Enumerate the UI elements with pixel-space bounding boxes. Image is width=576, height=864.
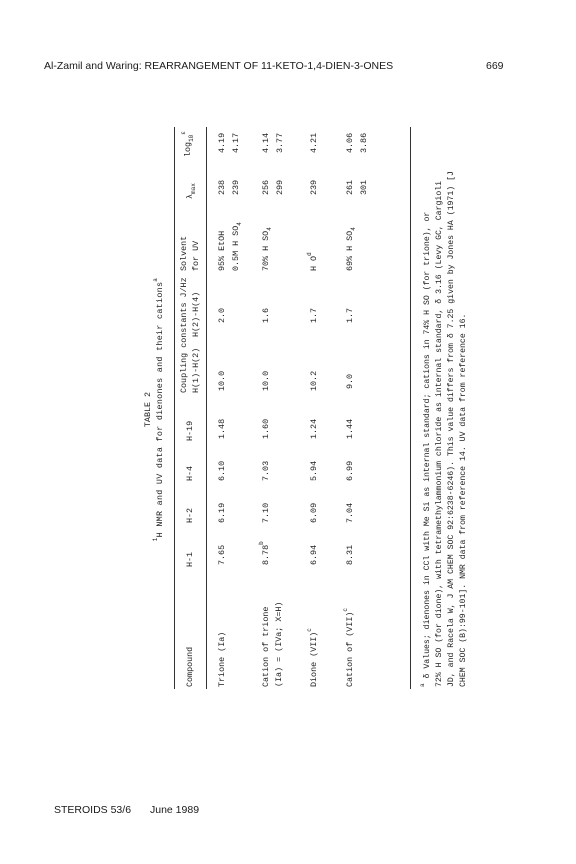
solvent-text: 69% H SO (345, 230, 355, 271)
col-h19: H-19 (185, 420, 195, 441)
loge-cell: 4.06 (345, 132, 355, 153)
h2-cell: 6.19 (217, 502, 227, 523)
h4-cell: 7.03 (261, 460, 271, 481)
solvent-cell (344, 227, 356, 271)
h1-cell: 8.31 (345, 544, 355, 565)
bottom-rule (410, 127, 411, 689)
lambda-cell-2: 239 (231, 179, 241, 195)
col-solvent: Solvent (179, 235, 189, 271)
sub-4: 4 (266, 227, 273, 231)
loge-cell: 4.19 (217, 132, 227, 153)
loge-sup: ε (180, 131, 187, 135)
compound-text: Cation of (VII) (345, 611, 355, 687)
h19-cell: 1.24 (309, 418, 319, 439)
solvent-cell: 95% EtOH (217, 230, 227, 271)
col-h1: H-1 (185, 551, 195, 567)
footer-journal: STEROIDS 53/6 (54, 804, 132, 816)
footnote-line (419, 127, 434, 687)
h1-cell (260, 541, 272, 565)
lambda-cell: 238 (217, 179, 227, 195)
loge-cell-2: 3.77 (275, 132, 285, 153)
compound-cell-2: (Ia) = (IVa; X=H) (274, 601, 284, 687)
top-rule (174, 127, 175, 689)
loge-cell-2: 4.17 (231, 132, 241, 153)
footer-date: June 1989 (150, 804, 200, 816)
j24-cell: 1.7 (309, 307, 319, 323)
compound-sup: c (342, 608, 349, 612)
rotated-table-block (140, 122, 485, 697)
lambda-cell: 261 (345, 179, 355, 195)
j12-cell: 10.2 (309, 370, 319, 391)
loge-sub: 10 (188, 134, 195, 142)
table-row (344, 127, 388, 689)
table-grid (178, 127, 202, 689)
note-a: a (419, 683, 426, 687)
lambda-cell-2: 299 (275, 179, 285, 195)
title-note: a (152, 277, 159, 282)
h19-cell: 1.60 (261, 418, 271, 439)
sub-4: 4 (236, 222, 243, 226)
lambda-cell: 256 (261, 179, 271, 195)
h2-cell: 7.04 (345, 502, 355, 523)
lambda-cell: 239 (309, 179, 319, 195)
col-h2: H-2 (185, 507, 195, 523)
compound-sup: c (306, 628, 313, 632)
title-sup: 1 (152, 537, 159, 542)
h1-cell: 6.94 (309, 544, 319, 565)
h4-cell: 6.99 (345, 460, 355, 481)
h4-cell: 5.94 (309, 460, 319, 481)
footnote-line: 72% H SO (for dione), with tetramethylammonium chloride as internal standard, δ 3.16 (Levy GC, Cargioli (435, 180, 444, 687)
j24-cell: 1.6 (261, 307, 271, 323)
table-row (216, 127, 260, 689)
table-title: H NMR and UV data for dienones and their cations (155, 281, 165, 538)
col-h4: H-4 (185, 465, 195, 481)
table-row (260, 127, 308, 689)
h2-cell: 6.09 (309, 502, 319, 523)
header-row-2 (190, 127, 202, 689)
solvent-2-text: 0.5M H SO (231, 225, 241, 271)
header-rule (206, 127, 207, 689)
lambda-symbol: λ (185, 193, 195, 199)
running-head: Al-Zamil and Waring: REARRANGEMENT OF 11-KETO-1,4-DIEN-3-ONES (44, 60, 394, 72)
h2-cell: 7.10 (261, 502, 271, 523)
footnote-line: CHEM SOC (B):99-101]. NMR data from reference 14. UV data from reference 16. (459, 313, 468, 687)
page-number: 669 (486, 60, 504, 72)
col-coupling-a: H(1)-H(2) (191, 347, 201, 393)
h1-value: 8.78 (261, 544, 271, 565)
solvent-cell-2 (230, 222, 242, 271)
loge-cell: 4.21 (309, 132, 319, 153)
table-2 (140, 122, 485, 697)
sub-4: 4 (350, 227, 357, 231)
solvent-text: 70% H SO (261, 230, 271, 271)
lambda-sub: max (190, 183, 197, 194)
compound-text: Dione (VII) (309, 631, 319, 687)
j12-cell: 10.0 (217, 370, 227, 391)
h4-cell: 6.10 (217, 460, 227, 481)
solvent-text: H O (309, 255, 319, 271)
footnote-line: JD, and Racela W, J AM CHEM SOC 92:6238-6246). This value differs from δ 7.25 given by Jones HA (1971) [J (447, 171, 456, 687)
solvent-cell (308, 252, 320, 271)
lambda-cell-2: 301 (359, 179, 369, 195)
col-compound: Compound (185, 646, 195, 687)
j12-cell: 10.0 (261, 370, 271, 391)
solvent-cell (260, 227, 272, 271)
compound-cell (344, 608, 356, 687)
h19-cell: 1.48 (217, 418, 227, 439)
table-caption (142, 122, 166, 697)
col-coupling-b: H(2)-H(4) (191, 291, 201, 337)
j12-cell: 9.0 (345, 373, 355, 389)
col-solvent-b: for UV (191, 240, 201, 271)
loge-text: log (183, 141, 193, 157)
loge-cell: 4.14 (261, 132, 271, 153)
j24-cell: 1.7 (345, 307, 355, 323)
table-body (216, 127, 388, 689)
loge-cell-2: 3.86 (359, 132, 369, 153)
sup-d: d (306, 252, 313, 256)
col-coupling: Coupling constants J/Hz (179, 277, 189, 393)
h1-sup: b (258, 541, 265, 545)
compound-cell (308, 628, 320, 687)
compound-cell: Cation of trione (261, 606, 271, 687)
h19-cell: 1.44 (345, 418, 355, 439)
table-title-line (154, 122, 166, 697)
table-row (308, 127, 344, 689)
table-label: TABLE 2 (143, 391, 153, 428)
compound-cell: Trione (Ia) (217, 631, 227, 687)
h1-cell: 7.65 (217, 544, 227, 565)
footnote-text: δ Values; dienones in CCl with Me Si as internal standard; cations in 74% H SO (for trione), or (423, 211, 432, 679)
table-footnotes (419, 127, 470, 687)
j24-cell: 2.0 (217, 307, 227, 323)
